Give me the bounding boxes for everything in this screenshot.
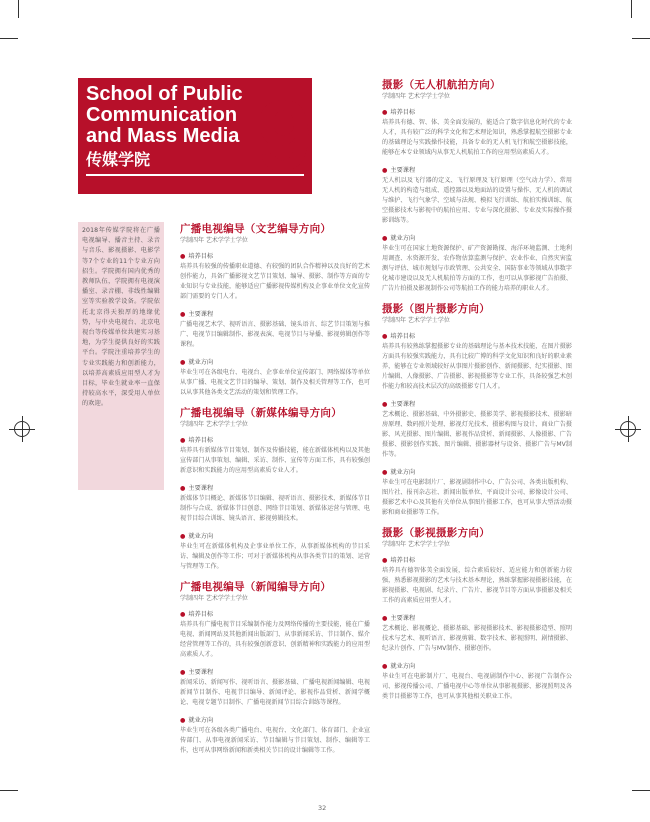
program-section <box>382 78 572 294</box>
program-title: 广播电视编导（新媒体编导方向） <box>180 407 342 419</box>
item-text: 培养具有广播电视节目采编制作能力及网络传播的主要技能，能在广播电视、新闻网站及其他新闻出版部门、从事新闻采访、节目制作、媒介经营管理等工作的，具有较强创新意识、创新精神和实践能力的应用型高素质人才。 <box>180 621 370 658</box>
header-title-cn: 传媒学院 <box>86 150 151 169</box>
column-right <box>382 78 572 710</box>
chapter-number: 9 <box>256 80 312 192</box>
item-text: 无人机以及飞行器的定义、飞行原理及飞行原理（空气动力学）、常用无人机的构造与组成、遥控器以及地面站的设置与操作、无人机的调试与维护、飞行气象学、空域与法规、模拟飞行训练、航拍实操训练、航空摄影技术与影视中的航拍应用、专业与深化摄影、专业及实际操作摄影训练等。 <box>382 177 572 224</box>
program-meta: 学制四年 艺术学学士学位 <box>180 595 248 602</box>
item-text: 艺术概论、摄影基础、中外摄影史、摄影美学、影视摄影技术、摄影暗房原理、数码照片处理、影视灯光技术、摄影构图与设计、商业广告摄影、风光摄影、图片编辑、影视作品赏析、新闻摄影、人像摄影、广告摄影、摄影创作实践、图片编辑、摄影器材与设备、摄影广告与MV制作等。 <box>382 411 572 458</box>
program-meta: 学制四年 艺术学学士学位 <box>382 317 450 324</box>
item-text: 培养具有新媒体节目策划、制作及传播技能，能在新媒体机构以及其他宣传部门从事策划、编辑、采访、制作、宣传等方面工作，具有较强创新意识和实践能力的应用型高素质专业人才。 <box>180 447 370 474</box>
crop-mark <box>0 38 18 39</box>
item-text: 毕业生可在电影制片厂、电视台、电视剧制作中心、影视广告制作公司、影视传播公司、广播电视中心等单位从事影视摄影、影视照明及各类节目摄影等工作，也可从事其他相关职业工作。 <box>382 673 572 700</box>
item-label: ● 培养目标 <box>180 437 214 444</box>
program-meta: 学制四年 艺术学学士学位 <box>382 541 450 548</box>
item-text: 培养具有较强的传播职业道德、有较强的团队合作精神以及良好的艺术创作能力，具备广播影视文艺节目策划、编导、摄影、制作等方面的专业知识与专业技能，能够适应广播影视传媒机构及企事业单位文化宣传部门需要的专门人才。 <box>180 263 370 300</box>
item-label: ● 主要课程 <box>180 485 214 492</box>
program-section <box>382 302 572 518</box>
program-title: 摄影（影视摄影方向） <box>382 527 490 539</box>
item-label: ● 就业方向 <box>382 663 416 670</box>
header-title-line3: and Mass Media <box>86 125 240 147</box>
intro-sidebar <box>78 222 164 490</box>
program-title: 摄影（图片摄影方向） <box>382 303 490 315</box>
page-number: 32 <box>318 804 327 812</box>
program-section <box>180 580 370 756</box>
crop-mark <box>632 38 650 39</box>
item-text: 毕业生可在电影制片厂、影视剧制作中心、广告公司、各类出版机构、图片社、报刊杂志社、新闻出版单位、平面设计公司、影像设计公司、摄影艺术中心及其他有关单位从事图片摄影工作，也可从事大型活动摄影和商业摄影等工作。 <box>382 479 572 516</box>
header-title-line2: Communication <box>86 104 238 126</box>
item-text: 培养具有较熟练掌握摄影专业的基础理论与基本技术技能，在图片摄影方面具有较强实践能力，具有比较广博的科学文化知识和良好的职业素养，能够在专业领域较好从事图片摄影创作、新闻摄影、纪实摄影、图片编辑、人像摄影、广告摄影、影视摄影等专业工作，具备较强艺术创作能力和较高技术层次的高级摄影专门人才。 <box>382 343 572 390</box>
item-text: 毕业生可在新媒体机构及企事业单位工作，从事新媒体机构的节目采访、编辑及创作等工作；可对于新媒体机构从事各类节目的策划、运营与管理等工作。 <box>180 543 370 570</box>
program-meta: 学制四年 艺术学学士学位 <box>180 237 248 244</box>
program-section <box>382 526 572 702</box>
crop-mark <box>0 790 18 791</box>
item-label: ● 主要课程 <box>382 167 416 174</box>
item-label: ● 就业方向 <box>382 235 416 242</box>
item-text: 毕业生可在各级各类广播电台、电视台、文化部门、体育部门、企业宣传部门、从事电视新闻采访、节目编辑与节目策划、制作、编辑等工作，也可从事网络新闻和新类相关节目的设计编辑等工作。 <box>180 727 370 754</box>
crop-mark <box>632 790 650 791</box>
item-label: ● 就业方向 <box>180 717 214 724</box>
program-section <box>180 406 370 572</box>
item-label: ● 主要课程 <box>180 311 214 318</box>
item-label: ● 主要课程 <box>382 401 416 408</box>
item-label: ● 主要课程 <box>180 669 214 676</box>
item-label: ● 就业方向 <box>180 359 214 366</box>
item-text: 新媒体节目概论、新媒体节目编辑、视听语言、摄影技术、新媒体节目制作与合成、新媒体节目创意、网络节目策划、新媒体运营与管理、电视节目综合训练、镜头语言、影视剪辑技术。 <box>180 495 370 522</box>
item-text: 广播电视艺术学、视听语言、摄影基础、镜头语言、综艺节目策划与推广、电视节目编辑制作、影视表演、电视节目与导播、影视剪辑创作等课程。 <box>180 321 370 348</box>
item-label: ● 培养目标 <box>180 611 214 618</box>
registration-mark-left <box>14 421 30 437</box>
item-text: 培养具有德、智、体、美全面发展的，能适合了数字信息化时代的专业人才，具有较广泛的科学文化和艺术理论知识，熟悉掌握航空摄影专业的基础理论与实践操作技能，具备专业的无人机飞行和航空摄影技能，能够在本专业领域内从事无人机航拍工作的应用型高素质人才。 <box>382 119 572 156</box>
item-label: ● 培养目标 <box>180 253 214 260</box>
item-label: ● 培养目标 <box>382 557 416 564</box>
program-title: 广播电视编导（新闻编导方向） <box>180 581 332 593</box>
item-text: 毕业生可在国家土地资源保护、矿产资源勘探、海洋环境监测、土地利用调查、水资源开发、农作物估算监测与保护、农业作业、自然灾害监测与评估、城市规划与市政管理、公共安全、国防事业等领域从事数字化城市建设以及无人机航拍等方面的工作，也可以从事影视广告拍摄、广告片拍摄及影视制作公司等航拍工作的能力培养的职业人才。 <box>382 245 572 292</box>
item-label: ● 就业方向 <box>180 533 214 540</box>
crop-mark <box>631 0 632 18</box>
header-title-line1: School of Public <box>86 83 243 105</box>
item-text: 培养具有德智体美全面发展，综合素质较好、适应能力和创新能力较强，熟悉影视摄影的艺术与技术基本理论，熟练掌握影视摄影技能，在影视摄影、电视剧、纪录片、广告片、影视节目等方面从事摄影及相关工作的高素质应用型人才。 <box>382 567 572 604</box>
item-label: ● 就业方向 <box>382 469 416 476</box>
registration-mark-right <box>620 421 636 437</box>
program-title: 摄影（无人机航拍方向） <box>382 79 501 91</box>
intro-text: 2018年传媒学院将在广播电视编导、播音主持、录音与音乐、影视摄影、电影学等7个专业的11个专业方向招生。学院拥有国内优秀的教师队伍，学院拥有电视演播室、录音棚、非线性编辑室等实验教学设备。学院依托北京得天独厚的地缘优势，与中央电视台、北京电视台等传媒单位共建实习基地，为学生提供良好的实践平台。学院注重培养学生的专业实践能力和创新能力，以培养高素质应用型人才为目标，毕业生就业率一直保持较高水平，深受用人单位的欢迎。 <box>82 227 160 408</box>
item-text: 毕业生可在各级电台、电视台、企事业单位宣传部门、网络媒体等单位从事广播、电视文艺节目的编导、策划、制作及相关管理等工作，也可以从事其他各类文艺活动的策划和管理工作。 <box>180 369 370 396</box>
item-label: ● 培养目标 <box>382 109 416 116</box>
crop-mark <box>18 0 19 18</box>
program-title: 广播电视编导（文艺编导方向） <box>180 223 332 235</box>
column-middle <box>180 222 370 764</box>
program-meta: 学制四年 艺术学学士学位 <box>382 93 450 100</box>
item-label: ● 主要课程 <box>382 615 416 622</box>
program-section <box>180 222 370 398</box>
item-text: 新闻采访、新闻写作、视听语言、摄影基础、广播电视新闻编辑、电视新闻节目制作、电视节目编导、新闻评论、影视作品赏析、新闻学概论、电视专题节目制作、广播电视新闻节目综合训练等课程。 <box>180 679 370 706</box>
item-label: ● 培养目标 <box>382 333 416 340</box>
program-meta: 学制四年 艺术学学士学位 <box>180 421 248 428</box>
item-text: 艺术概论、影视概论、摄影基础、影视摄影技术、影视摄影造型、照明技术与艺术、视听语言、影视剪辑、数字技术、影视照明、剧情摄影、纪录片创作、广告与MV制作、摄影创作。 <box>382 625 572 652</box>
